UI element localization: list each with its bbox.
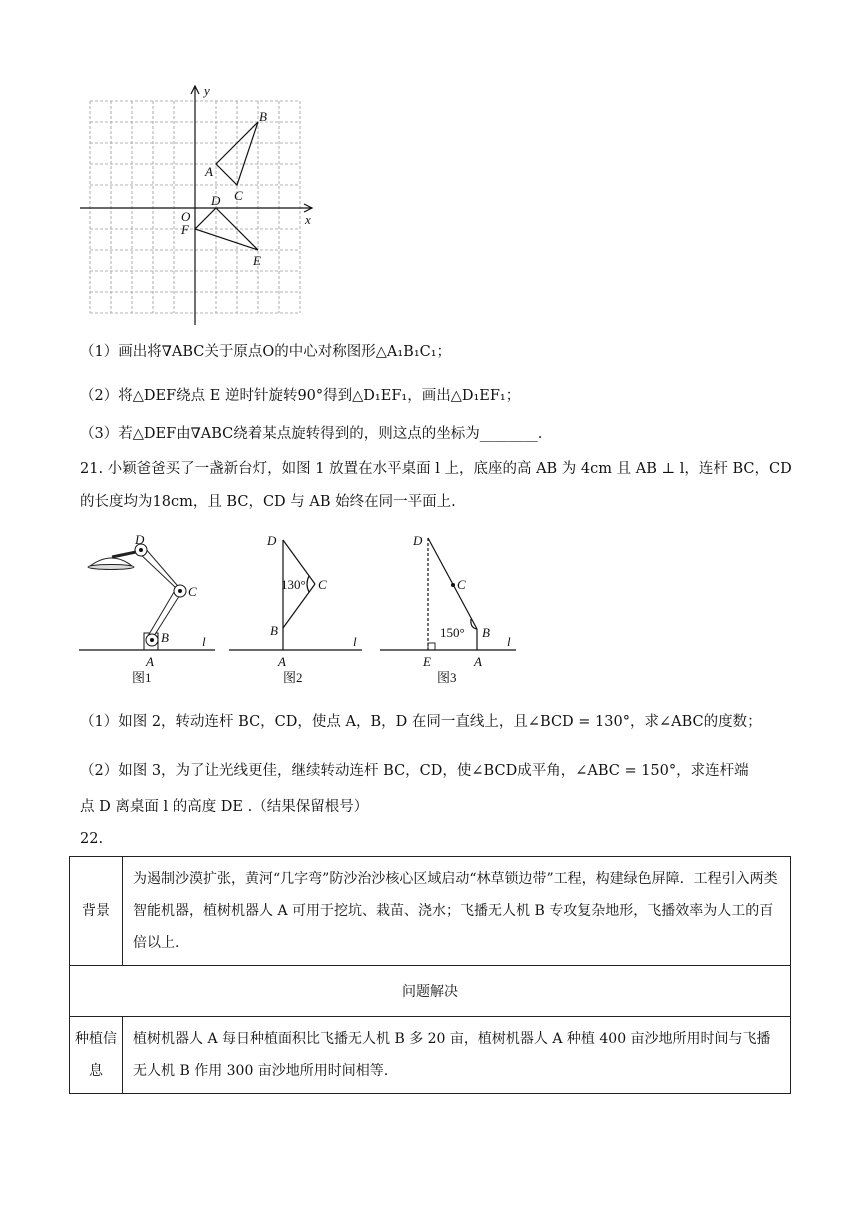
fig2-label-b: B [270,623,278,638]
fig1-label-a: A [146,654,154,669]
fig3-label-c: C [457,577,466,592]
fig1-caption: 图1 [132,670,152,685]
table-row [70,1017,791,1094]
planting-info-label: 种植信息 [70,1017,123,1094]
background-text: 为遏制沙漠扩张，黄河“几字弯”防沙治沙核心区域启动“林草锁边带”工程，构建绿色屏障．工程引入两类智能机器，植树机器人 A 可用于挖坑、栽苗、浇水；飞播无人机 B 专攻复杂地形，飞播效率为人工的百倍以上. [123,857,791,966]
q22-info-table [69,856,791,1094]
fig2-caption: 图2 [283,670,303,685]
q21-stem-line-2: 的长度均为18cm，且 BC，CD 与 AB 始终在同一平面上. [80,494,456,510]
fig2-angle-label: 130° [281,577,306,592]
table-row [70,857,791,966]
fig3-label-d: D [413,533,423,548]
point-label-c: C [234,188,243,203]
q21-part-1: （1）如图 2，转动连杆 BC，CD，使点 A，B，D 在同一直线上，且∠BCD = 130°，求∠ABC的度数； [80,714,762,730]
fig1-label-b: B [161,630,169,645]
background-label: 背景 [70,857,123,966]
q21-part-2-line-1: （2）如图 3，为了让光线更佳，继续转动连杆 BC，CD，使∠BCD成平角，∠ABC = 150°，求连杆端 [80,763,749,779]
fig1-label-d: D [135,532,145,547]
section-title: 问题解决 [70,966,791,1017]
origin-label: O [181,209,191,224]
point-label-e: E [253,253,261,268]
fig2-label-c: C [318,577,327,592]
point-label-f: F [181,222,189,237]
q22-number: 22. [80,831,104,847]
q21-stem-line-1: 21. 小颖爸爸买了一盏新台灯，如图 1 放置在水平桌面 l 上，底座的高 AB 为 4cm 且 AB ⊥ l，连杆 BC，CD [80,461,792,477]
planting-info-text: 植树机器人 A 每日种植面积比飞播无人机 B 多 20 亩，植树机器人 A 种植 400 亩沙地所用时间与飞播无人机 B 作用 300 亩沙地所用时间相等. [123,1017,791,1094]
fig3-label-e: E [423,654,431,669]
fig3-angle-label: 150° [440,625,465,640]
q20-item-3: （3）若△DEF由∇ABC绕着某点旋转得到的，则这点的坐标为________. [80,426,543,442]
fig3-label-b: B [482,625,490,640]
q20-item-1: （1）画出将∇ABC关于原点O的中心对称图形△A₁B₁C₁； [80,344,452,360]
q20-item-2: （2）将△DEF绕点 E 逆时针旋转90°得到△D₁EF₁，画出△D₁EF₁； [80,388,521,404]
q21-part-2-line-2: 点 D 离桌面 l 的高度 DE .（结果保留根号） [80,799,369,815]
fig2-label-l: l [353,634,357,649]
fig2-label-d: D [267,533,277,548]
fig1-label-l: l [202,634,206,649]
lamp-figure-3 [378,532,523,692]
lamp-figure-2 [226,532,376,692]
fig3-caption: 图3 [437,670,457,685]
fig2-label-a: A [278,654,286,669]
point-label-d: D [211,193,221,208]
point-label-b: B [259,109,267,124]
fig3-label-a: A [474,654,482,669]
lamp-figure-1 [76,532,226,692]
coordinate-grid-figure [80,78,330,328]
table-row [70,966,791,1017]
y-axis-label: y [204,83,210,98]
fig3-label-l: l [507,634,511,649]
x-axis-label: x [305,212,311,227]
fig1-label-c: C [188,584,197,599]
point-label-a: A [205,164,213,179]
